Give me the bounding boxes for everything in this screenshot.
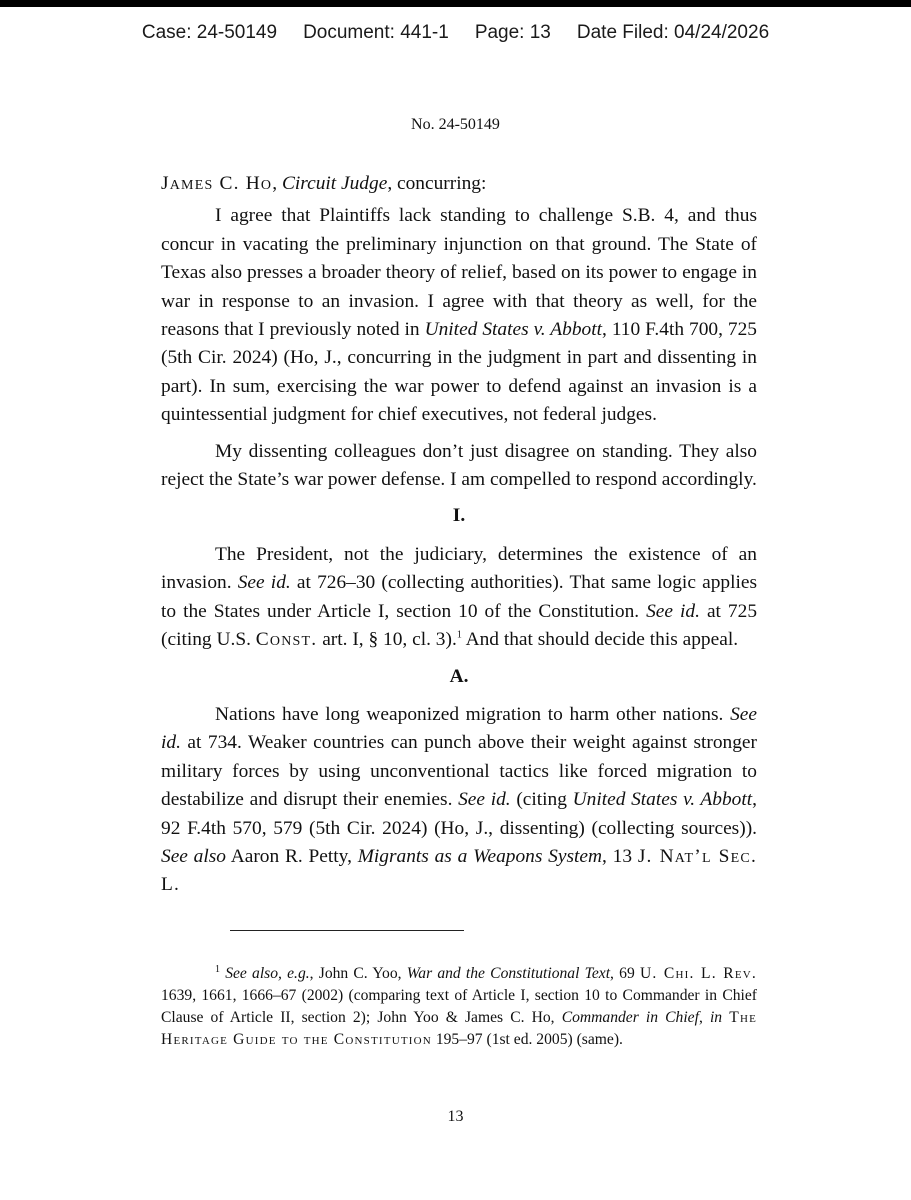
document-number: Document: 441-1 <box>303 22 449 43</box>
footnote-ref[interactable]: 1 <box>456 629 462 641</box>
paragraph-1: I agree that Plaintiffs lack standing to challenge S.B. 4, and thus concur in vacating the preliminary injunction on that ground. The State of Texas also presses a broader theory of relief, based on its power to engage in war in response to an invasion. I agree with that theory as well, for the reasons that I previously noted in United States v. Abbott, 110 F.4th 700, 725 (5th Cir. 2024) (Ho, J., concurring in the judgment in part and dissenting in part). In sum, exercising the war power to defend against an invasion is a quintessential judgment for chief executives, not federal judges. <box>161 205 758 426</box>
paragraph-2: My dissenting colleagues don’t just disagree on standing. They also reject the State’s war power defense. I am compelled to respond accordingly. <box>161 440 757 491</box>
judge-name: James C. Ho <box>161 173 273 194</box>
paragraph-3: The President, not the judiciary, determines the existence of an invasion. See id. at 726–30 (collecting authorities). That same logic applies to the States under Article I, section 10 of the Constitution. See id. at 725 (citing U.S. Const. art. I, § 10, cl. 3).$^1$ And that should decide this appeal. <box>161 543 758 651</box>
case-citation: United States v. Abbott <box>572 789 753 811</box>
paragraph-4: Nations have long weaponized migration to harm other nations. See id. at 734. Weaker countries can punch above their weight against stronger military forces by using unconventional tactics like forced migration to destabilize and disrupt their enemies. See id. (citing United States v. Abbott, 92 F.4th 570, 579 (5th Cir. 2024) (Ho, J., dissenting) (collecting sources)). See also Aaron R. Petty, Migrants as a Weapons System, 13 J. Nat’l Sec. L. <box>161 703 757 896</box>
footnote-number: 1 <box>215 963 220 975</box>
judge-title: Circuit Judge <box>281 173 388 194</box>
article-title: Migrants as a Weapons System <box>357 845 603 867</box>
page-number: 13 <box>447 1108 464 1125</box>
date-filed: Date Filed: 04/24/2026 <box>576 22 770 43</box>
section-heading-1: I. <box>452 505 466 527</box>
journal-name: J. Nat’l Sec. L. <box>161 845 757 896</box>
case-number: Case: 24-50149 <box>141 22 278 43</box>
section-heading-2: A. <box>449 665 469 687</box>
footnote-divider <box>230 930 464 931</box>
case-citation: United States v. Abbott <box>424 319 602 341</box>
doc-number: No. 24-50149 <box>411 116 500 133</box>
author-line: James C. Ho, Circuit Judge, concurring: <box>161 173 487 194</box>
footnote-1: $^1$ See also, e.g., John C. Yoo, War and the Constitutional Text, 69 U. Chi. L. Rev. 1639, 1661, 1666–67 (2002) (comparing text of Article I, section 10 to Commander in Chief Clause of Article II, section 2); John Yoo & James C. Ho, Commander in Chief, in The Heritage Guide to the Constitution 195–97 (1st ed. 2005) (same). <box>161 963 758 1048</box>
opinion-body <box>161 170 757 900</box>
top-border <box>0 0 911 7</box>
case-header <box>0 22 911 44</box>
page-indicator: Page: 13 <box>474 22 551 43</box>
